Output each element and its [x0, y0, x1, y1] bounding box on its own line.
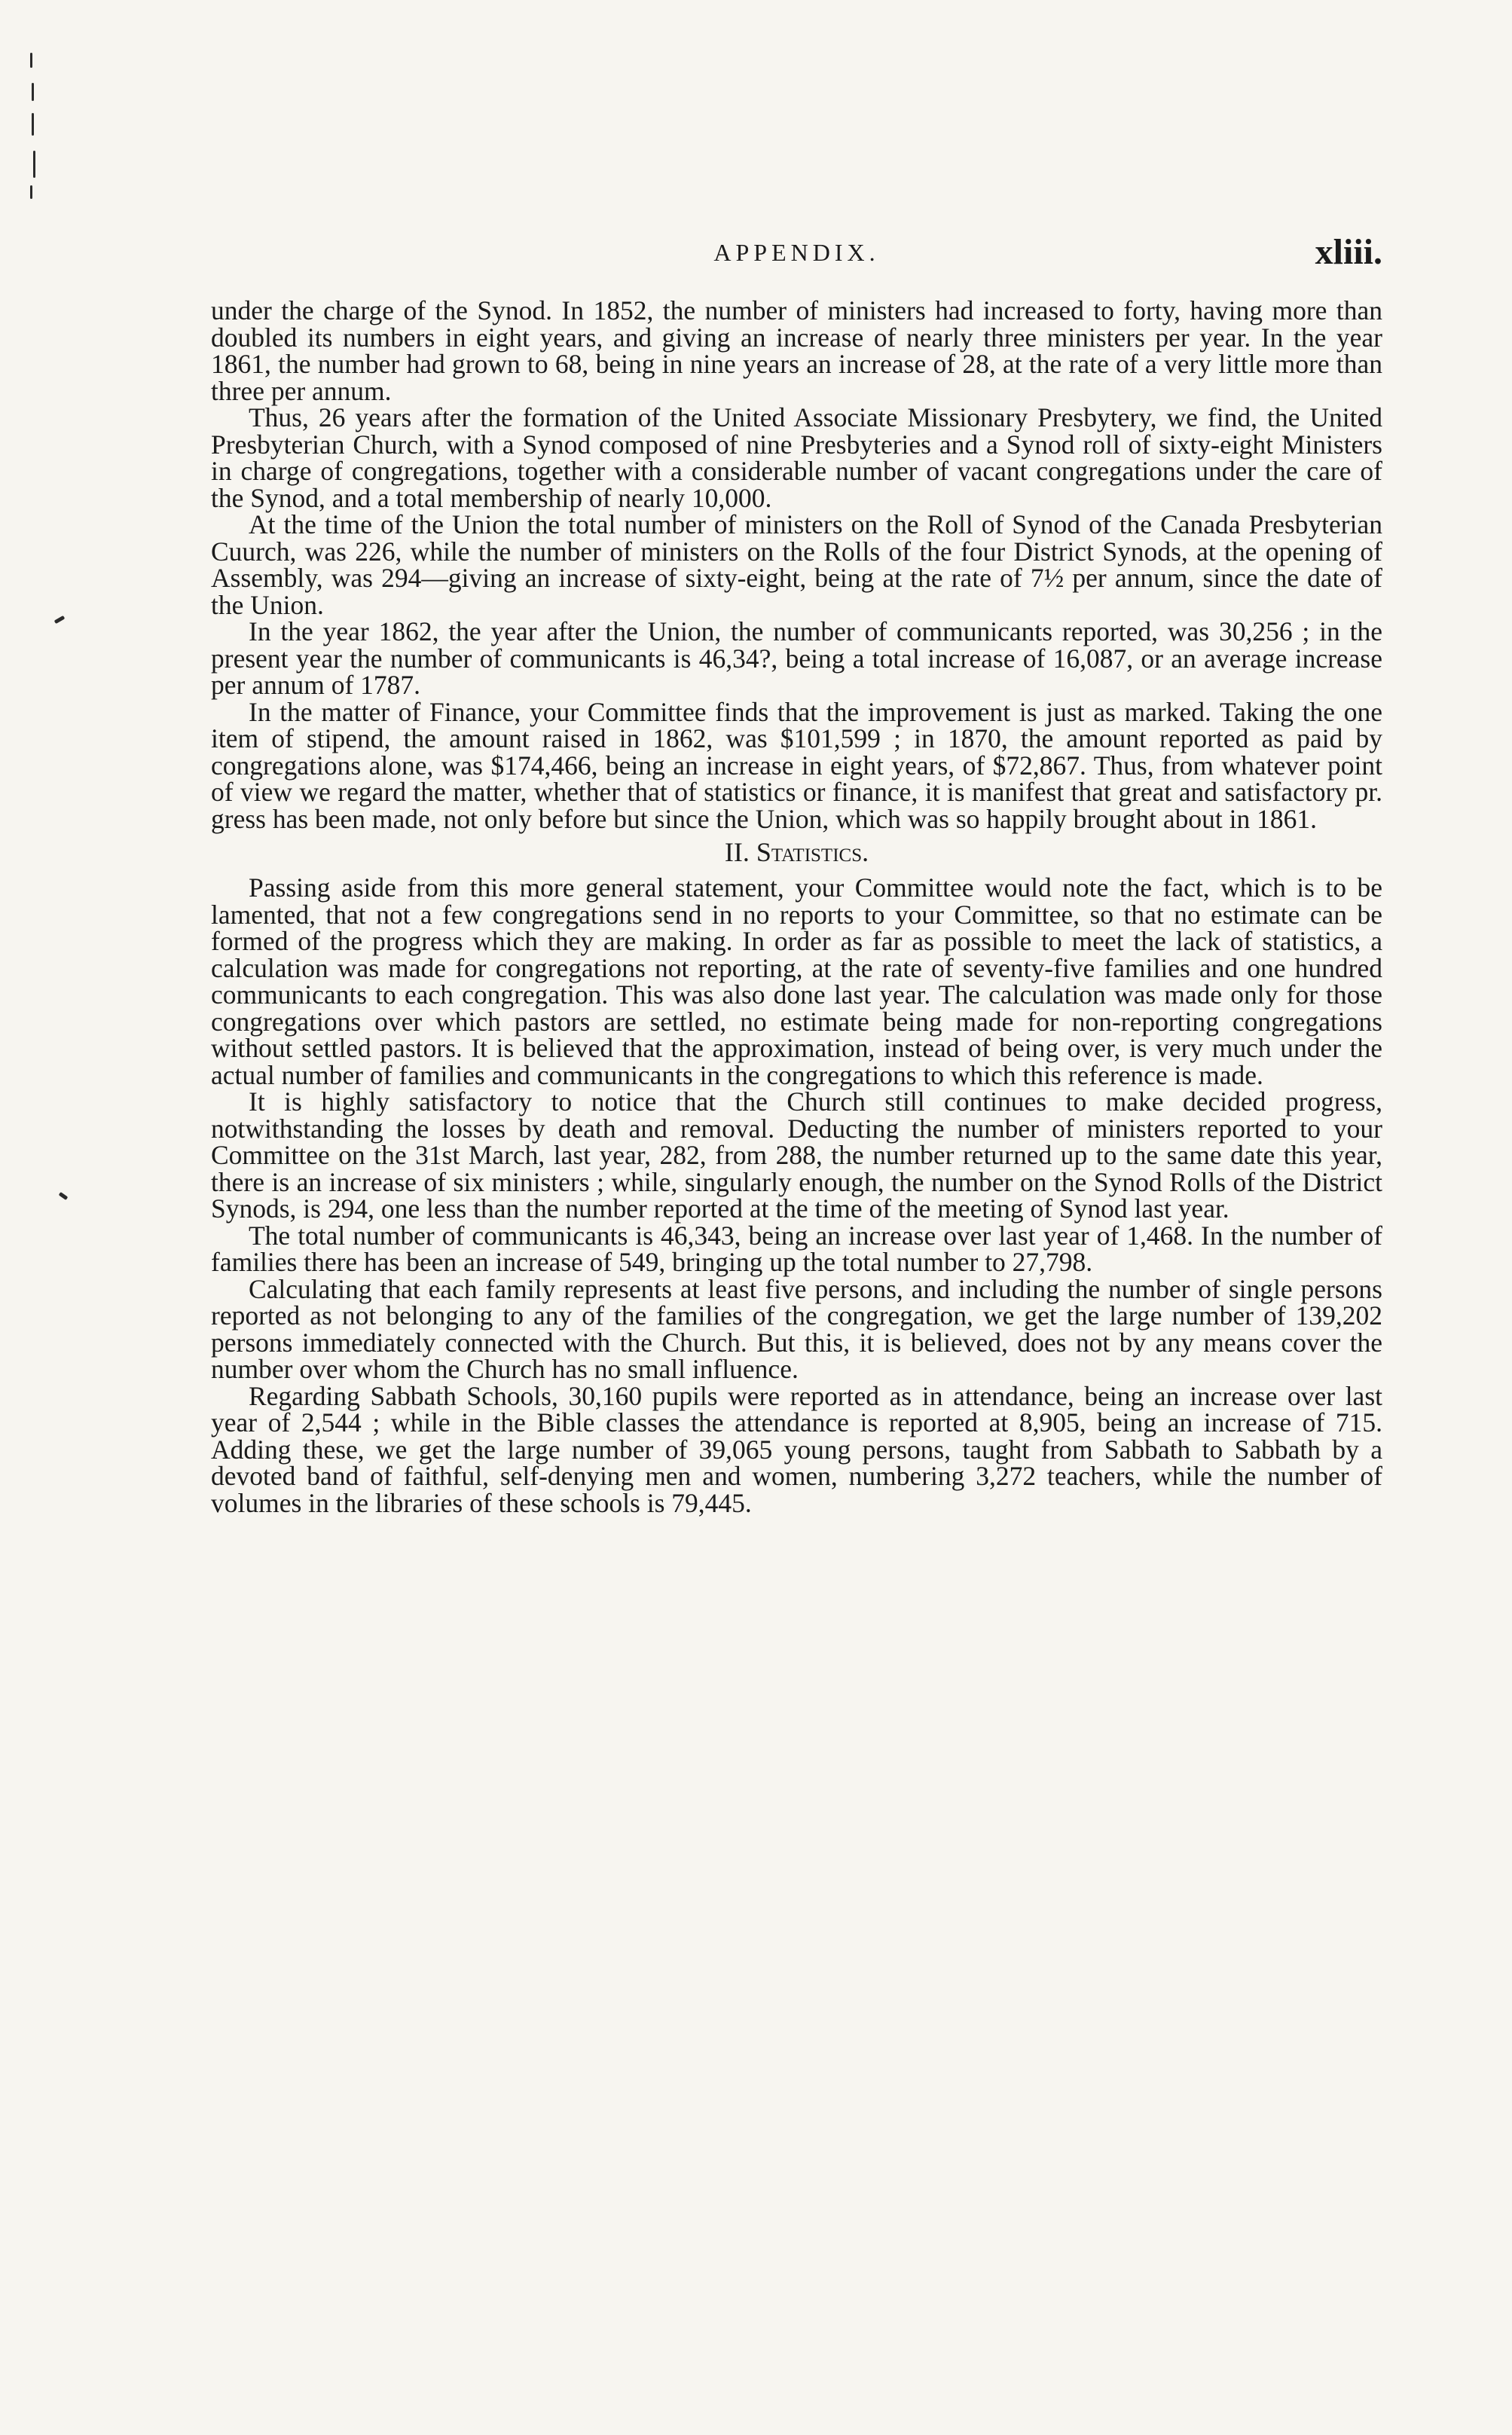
paragraph: Passing aside from this more general statement, your Committee would note the fact, which is to be lamented, that not a few congregations send in no reports to your Committee, so that no estimate can be formed of the progress which they are making. In order as far as possible to meet the lack of statistics, a calculation was made for congregations not reporting, at the rate of seventy-five families and one hundred communicants to each congregation. This was also done last year. The calculation was made only for those congregations over which pastors are settled, no estimate being made for non-reporting congregations without settled pastors. It is believed that the approximation, instead of being over, is very much under the actual number of families and communicants in the congregations to which this reference is made. — [211, 872, 1382, 1090]
paragraph: It is highly satisfactory to notice that the Church still continues to make decided progress, notwithstanding the losses by death and removal. Deducting the number of ministers reported to your Committee on the 31st March, last year, 282, from 288, the number returned up to the same date this year, there is an increase of six ministers ; while, singularly enough, the number on the Synod Rolls of the District Synods, is 294, one less than the number reported at the time of the meeting of Synod last year. — [211, 1086, 1382, 1224]
body-text — [211, 295, 1382, 1518]
paragraph: In the matter of Finance, your Committee finds that the improvement is just as marked. Taking the one item of stipend, the amount raised in 1862, was $101,599 ; in 1870, the amount reported as paid by congregations alone, was $174,466, being an increase in eight years, of $72,867. Thus, from whatever point of view we regard the matter, whether that of statistics or finance, it is manifest that great and satisfactory pr. gress has been made, not only before but since the Union, which was so happily brought about in 1861. — [211, 696, 1382, 834]
running-head: APPENDIX. — [713, 239, 880, 266]
scan-mark — [32, 113, 34, 136]
paragraph: Regarding Sabbath Schools, 30,160 pupils were reported as in attendance, being an increase over last year of 2,544 ; while in the Bible classes the attendance is reported at 8,905, being an increase of 715. Adding these, we get the large number of 39,065 young persons, taught from Sabbath to Sabbath by a devoted band of faithful, self-denying men and women, numbering 3,272 teachers, while the number of volumes in the libraries of these schools is 79,445. — [211, 1380, 1382, 1518]
scan-mark — [54, 616, 66, 624]
page-number: xliii. — [1315, 232, 1382, 272]
paragraph: The total number of communicants is 46,343, being an increase over last year of 1,468. In the number of families there has been an increase of 549, bringing up the total number to 27,798. — [211, 1220, 1382, 1277]
section-heading — [211, 836, 1382, 869]
scan-mark — [30, 53, 32, 68]
scan-mark — [32, 83, 34, 101]
section-title: Statistics. — [756, 837, 869, 867]
paragraph: At the time of the Union the total number of ministers on the Roll of Synod of the Canada Presbyterian Cuurch, was 226, while the number of ministers on the Rolls of the four District Synods, at the opening of Assembly, was 294—giving an increase of sixty-eight, being at the rate of 7½ per annum, since the date of the Union. — [211, 509, 1382, 620]
paragraph: In the year 1862, the year after the Union, the number of communicants reported, was 30,256 ; in the present year the number of communicants is 46,34?, being a total increase of 16,087, or an average increase per annum of 1787. — [211, 616, 1382, 700]
paragraph: Thus, 26 years after the formation of the United Associate Missionary Presbytery, we find, the United Presbyterian Church, with a Synod composed of nine Presbyteries and a Synod roll of sixty-eight Ministers in charge of congregations, together with a considerable number of vacant congregations under the care of the Synod, and a total membership of nearly 10,000. — [211, 402, 1382, 513]
section-numeral: II. — [724, 837, 750, 867]
scan-mark — [33, 151, 35, 178]
paragraph: under the charge of the Synod. In 1852, the number of ministers had increased to forty, having more than doubled its numbers in eight years, and giving an increase of nearly three ministers per year. In the year 1861, the number had grown to 68, being in nine years an increase of 28, at the rate of a very little more than three per annum. — [211, 295, 1382, 406]
paragraph: Calculating that each family represents at least five persons, and including the number of single persons reported as not belonging to any of the families of the congregation, we get the large number of 139,202 persons immediately connected with the Church. But this, it is believed, does not by any means cover the number over whom the Church has no small influence. — [211, 1273, 1382, 1384]
scan-mark — [30, 185, 32, 199]
scan-mark — [59, 1192, 69, 1200]
page-header — [211, 234, 1382, 279]
